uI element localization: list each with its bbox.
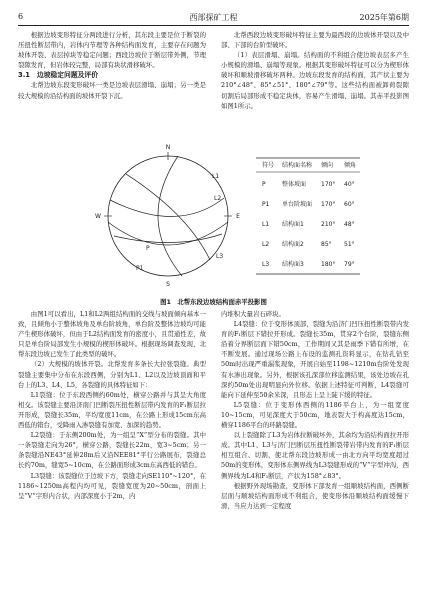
label-l2: L2 xyxy=(214,195,222,202)
label-p1: P1 xyxy=(136,265,144,272)
paragraph: L4裂缝：位于变形体顶部，裂缝为沿济门凹压扭性断裂带内发育的F₁断层下错拉开形成。裂缝长35m，贯穿2个台阶，裂缝东侧沿着分界断层面下错50cm，工作期间又其是雨季下错有所增，在不断发展。通过现场公路上布设的监测孔资料显示，在钻孔钻至50m时出现严重漏浆现象，开展自始至1198~1210m台阶处发现有水渗出现象。另外，根据该孔深部位移监测结果，该处边坡在孔深约50m处出现明显向外位移。依据上述特征可判断，L4裂缝可能向下延伸至50余米深，且形态上呈上陡下缓的特征。 xyxy=(221,320,409,399)
legend-table xyxy=(256,158,360,274)
row-dip: 51° xyxy=(344,241,355,248)
north-label: N xyxy=(165,144,171,151)
journal-title: 西部探矿工程 xyxy=(189,13,238,22)
great-circle-l1 xyxy=(126,174,210,260)
paragraph: （2）大规模的坡体开裂。北帮发育多条长大拉张裂缝。典型裂缝主要集中分布在东段西侧，分别为L1、L2以及边坡顶面和平台上的L3、L4、L5，各裂缝的具体特征如下： xyxy=(18,360,206,389)
table-header-dip: 倾角 xyxy=(344,162,357,169)
row-symbol: L3 xyxy=(262,261,270,268)
paragraph: 北帮西段边坡变形破坏特征主要为最西段的边坡体开裂以及中部、下部的台阶型破坏。 xyxy=(221,31,409,50)
label-p: P xyxy=(146,245,150,252)
paragraph: 北帮边坡东段变形破坏一类是边坡表层滑塌、崩塌；另一类是较大规模的沿结构面的坡体开裂下沉。 xyxy=(18,81,206,100)
header-rule xyxy=(18,25,409,26)
label-l3: L3 xyxy=(216,253,224,260)
left-bottom-column xyxy=(18,309,206,501)
paragraph: L3裂缝：该裂缝位于边坡下方，裂缝走向SE110°~120°，在1186~1250m高程内均可见，裂缝宽度为20~50cm，剖面上呈“V”字形内合状，内部深度小于2m，内 xyxy=(18,471,206,500)
row-symbol: L2 xyxy=(262,241,270,248)
figure-1 xyxy=(18,138,409,294)
paragraph: 根据边坡变形特征分两段进行分析，其东段主要是位于断裂的压扭性断层带内，岩体内节理等各种结构面发育，主要存在问题为坡体开裂、表层掉块等稳定问题；西段边坡位于断层带外侧，节理裂隙发育，但岩体较完整，局部有块状滑移破坏。 xyxy=(18,31,206,70)
great-circle-l3 xyxy=(108,222,228,245)
east-label: E xyxy=(236,213,240,220)
great-circle-p xyxy=(110,198,224,217)
great-circle-p1 xyxy=(114,234,222,243)
paragraph: L2裂缝：于东侧200m处，为一组呈“X”型分布的裂缝。其中一条裂缝走向为26°，横穿公路，裂缝长22m，宽3~5cm；另一条裂缝沿NE43°延伸28m后又沿NEE81°平行公路展布，裂缝总长约70m，缝宽5~10cm，在公路面形成3cm东高西低的错台。 xyxy=(18,431,206,470)
row-symbol: P xyxy=(262,181,266,188)
row-symbol: P1 xyxy=(262,201,270,208)
row-dipdir: 180° xyxy=(321,261,336,268)
table-header-name: 结构面名称 xyxy=(282,162,313,169)
south-label: S xyxy=(166,281,170,288)
row-dipdir: 170° xyxy=(321,181,336,188)
paragraph: L1裂缝：位于东段西侧约60m处，横穿公路并与其呈大角度相交。该裂缝主要沿济南门凹断裂压扭性断层带内发育的F₁断层拉开形成，裂缝长35m，平均宽度11cm，在公路上形成15cm东高西低的错台，受降雨入渗裂缝有加宽、加深的趋势。 xyxy=(18,390,206,430)
issue-label: 2025年第6期 xyxy=(359,13,409,22)
row-dipdir: 210° xyxy=(321,221,336,228)
row-dip: 40° xyxy=(344,181,355,188)
figure-caption: 图1 北帮东段边坡结构面赤平投影图 xyxy=(160,298,267,306)
paragraph: （1）表层滑塌、崩塌。结构面的不利组合使边坡表层多产生小规模的滑塌、崩塌等现象。根据其变形破坏特征可以分为楔形体破坏和顺坡滑移破坏两种。边坡东段发育的结构面，其产状主要为210°∠48°、85°∠51°、180°∠79°等。这些结构面被卸荷裂隙切割后局部形成不稳定块体，容易产生滑塌、崩塌。其赤平投影图如图1所示。 xyxy=(221,51,409,110)
page-header xyxy=(18,12,409,26)
row-dip: 79° xyxy=(344,261,355,268)
row-name: 结构面2 xyxy=(282,241,304,248)
row-name: 结构面1 xyxy=(282,221,304,228)
paragraph: 根据野外现场勘查，变形体下部发育一组顺坡结构面，西侧断层面与顺坡结构面形成不利组合，使变形体沿顺坡结构面缓慢下滑，当应力达到一定程度 xyxy=(221,481,409,510)
paragraph: L5裂缝：位于变形体西侧的1186平台上，为一组宽度10~15cm，可见深度大于50cm，地表裂大于构高度达15cm，横穿1186平台的环路裂缝。 xyxy=(221,400,409,430)
label-l1: L1 xyxy=(212,173,220,180)
paragraph: 以上裂缝除了L3为岩体拉断破坏外，其余均为沿结构面拉开形成。其中L1、L3与济门凹断层压扭性断裂带岩带内发育的F₁断层相互组合、切割，使北帮东段边坡形成一由北方向平均宽度超过50m的变形体，变形体东侧界线为L3裂缝形成的“V”字型冲沟，西侧界线为L4和F₁断层，产状为158°∠83°。 xyxy=(221,431,409,480)
stereonet xyxy=(95,144,240,288)
page-number: 6 xyxy=(18,12,24,21)
west-label: W xyxy=(95,213,101,220)
row-name: 单台阶坡面 xyxy=(282,201,313,208)
row-name: 结构面3 xyxy=(282,261,304,268)
right-bottom-column xyxy=(221,309,409,511)
table-header-dipdir: 倾向 xyxy=(321,162,334,169)
row-dip: 48° xyxy=(344,221,355,228)
row-dipdir: 170° xyxy=(321,201,336,208)
table-header-symbol: 符号 xyxy=(262,162,275,169)
left-top-column xyxy=(18,30,206,101)
section-heading: 3.1 边坡稳定问题及评价 xyxy=(18,71,99,80)
paragraph: 内堆积大量岩石碎块。 xyxy=(221,310,285,318)
row-dipdir: 85° xyxy=(321,241,332,248)
stereonet-figure xyxy=(18,138,409,294)
row-name: 整体坡面 xyxy=(282,181,307,188)
paragraph: 由图1可以看出，L1和L2两组结构面的交线与坡面倾向基本一致，且倾角小于整体坡角及单台阶坡角，单台阶及整体边坡均可能产生楔形体破坏，但由于L2结构面发育的密度小，且贯通性差，故只是单台阶局部发生小规模的楔形体破坏。根据现场调查发现，北帮东段边坡已发生了此类型的破坏。 xyxy=(18,310,206,359)
right-top-column xyxy=(221,30,409,111)
row-symbol: L1 xyxy=(262,221,270,228)
row-dip: 60° xyxy=(344,201,355,208)
